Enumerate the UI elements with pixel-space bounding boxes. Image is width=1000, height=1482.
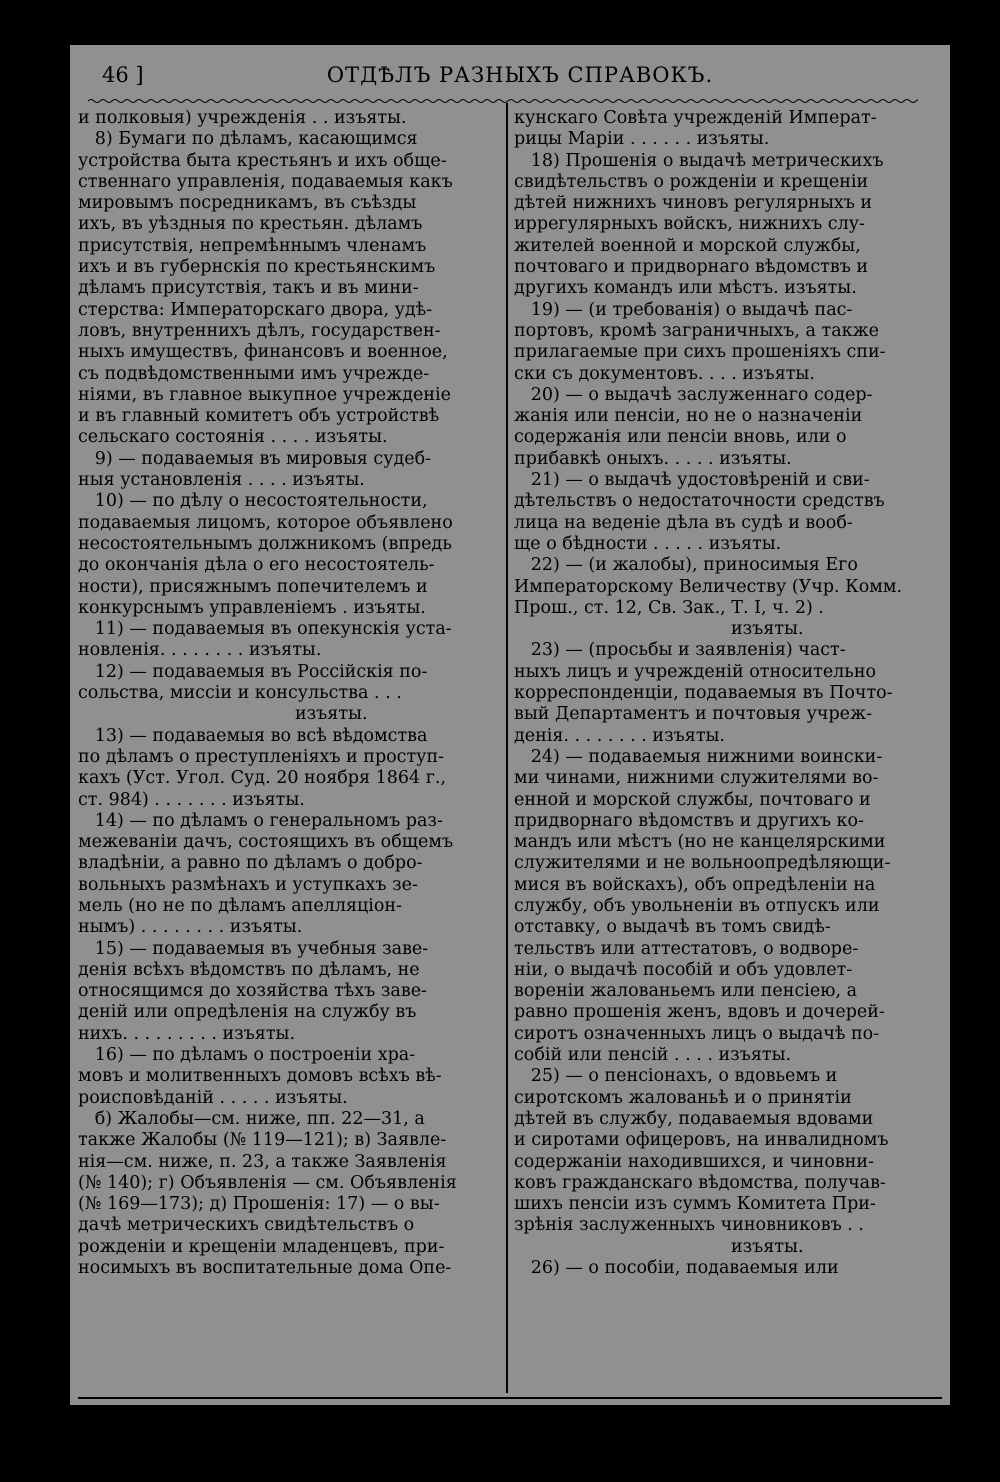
text-line: изъяты. [78,704,368,725]
text-line: портовъ, кромѣ заграничныхъ, а также [514,320,880,341]
text-line: денія. . . . . . . . изъяты. [514,725,725,746]
text-line: 9) — подаваемыя въ мировыя судеб- [78,448,432,469]
text-line: и въ главный комитетъ объ устройствѣ [78,406,440,427]
text-line: службу, объ увольненіи въ отпускъ или [514,895,880,916]
text-line: 12) — подаваемыя въ Россійскія по- [78,661,428,682]
text-line: шихъ пенсіи изъ суммъ Комитета При- [514,1194,876,1215]
text-line: конкурснымъ управленіемъ . изъяты. [78,597,426,618]
text-line: новленія. . . . . . . . изъяты. [78,640,322,661]
document-page [70,45,950,1405]
text-line: нія—см. ниже, п. 23, а также Заявленія [78,1151,447,1172]
text-line: равно прошенія женъ, вдовъ и дочерей- [514,1002,885,1023]
text-line: ще о бѣдности . . . . . изъяты. [514,533,782,554]
text-line: 23) — (просьбы и заявленія) част- [514,640,846,661]
text-line: ми чинами, нижними служителями во- [514,768,879,789]
text-line: ковъ гражданскаго вѣдомства, получав- [514,1172,886,1193]
text-line: почтоваго и придворнаго вѣдомствъ и [514,257,869,278]
text-line: также Жалобы (№ 119—121); в) Заявле- [78,1130,447,1151]
text-line: жанія или пенсіи, но не о назначеніи [514,406,863,427]
text-line: дачѣ метрическихъ свидѣтельствъ о [78,1215,415,1236]
text-line: лица на веденіе дѣла въ судѣ и вооб- [514,512,853,533]
text-line: другихъ командъ или мѣстъ. изъяты. [514,278,857,299]
text-line: ніи, о выдачѣ пособій и объ удовлет- [514,959,853,980]
text-line: 18) Прошенія о выдачѣ метрическихъ [514,150,884,171]
text-line: (№ 169—173); д) Прошенія: 17) — о вы- [78,1194,440,1215]
text-line: и сиротами офицеровъ, на инвалидномъ [514,1130,889,1151]
text-line: 20) — о выдачѣ заслуженнаго содер- [514,384,873,405]
text-line: и полковыя) учрежденія . . изъяты. [78,108,407,128]
text-line: придворнаго вѣдомствъ и другихъ ко- [514,810,864,831]
text-line: нихъ. . . . . . . . . изъяты. [78,1023,296,1044]
text-line: стерства: Императорскаго двора, удѣ- [78,299,433,320]
text-line: присутствія, непремѣннымъ членамъ [78,235,427,256]
text-line: денія всѣхъ вѣдомствъ по дѣламъ, не [78,959,420,980]
text-line: мель (но не по дѣламъ апелляціон- [78,895,402,916]
text-line: ст. 984) . . . . . . . изъяты. [78,789,305,810]
text-line: кахъ (Уст. Угол. Суд. 20 ноября 1864 г., [78,768,447,789]
text-line: вольныхъ размѣнахъ и уступкахъ зе- [78,874,418,895]
running-title: ОТДѢЛЪ РАЗНЫХЪ СПРАВОКЪ. [326,63,714,87]
text-line: содержаніи находившихся, и чиновни- [514,1151,875,1172]
column-divider [506,103,508,1393]
bottom-rule [78,1397,942,1399]
text-line: кунскаго Совѣта учрежденій Императ- [514,108,877,128]
text-line: мися въ войскахъ), объ опредѣленіи на [514,874,876,895]
text-line: енной и морской службы, почтоваго и [514,789,871,810]
text-line: прибавкѣ оныхъ. . . . . изъяты. [514,448,792,469]
text-line: (№ 140); г) Объявленія — см. Объявленія [78,1172,457,1193]
text-line: 8) Бумаги по дѣламъ, касающимся [78,129,418,150]
text-line: ственнаго управленія, подаваемыя какъ [78,171,453,192]
text-line: съ подвѣдомственными имъ учрежде- [78,363,430,384]
text-line: мовъ и молитвенныхъ домовъ всѣхъ вѣ- [78,1066,442,1087]
text-line: 11) — подаваемыя въ опекунскія уста- [78,619,452,640]
text-line: содержанія или пенсіи вновь, или о [514,427,847,448]
text-line: 24) — подаваемыя нижними воински- [514,746,883,767]
text-line: до окончанія дѣла о его несостоятель- [78,555,435,576]
text-line: 22) — (и жалобы), приносимыя Его [514,555,858,576]
text-line: 21) — о выдачѣ удостовѣреній и сви- [514,470,870,491]
text-line: 25) — о пенсіонахъ, о вдовьемъ и [514,1066,838,1087]
text-line: прилагаемые при сихъ прошеніяхъ спи- [514,342,886,363]
text-line: деній или опредѣленія на службу въ [78,1002,417,1023]
text-line: 14) — по дѣламъ о генеральномъ раз- [78,810,443,831]
text-line: 26) — о пособіи, подаваемыя или [514,1258,839,1279]
text-line: ски съ документовъ. . . . изъяты. [514,363,815,384]
text-line: Императорскому Величеству (Учр. Комм. [514,576,903,597]
text-line: ловъ, внутреннихъ дѣлъ, государствен- [78,320,441,341]
text-line: б) Жалобы—см. ниже, пп. 22—31, а [78,1108,425,1129]
text-line: Прош., ст. 12, Св. Зак., Т. I, ч. 2) . [514,597,824,618]
text-line: ности), присяжнымъ попечителемъ и [78,576,428,597]
text-line: вореніи жалованьемъ или пенсіею, а [514,981,858,1002]
text-line: межеваніи дачъ, состоящихъ въ общемъ [78,832,454,853]
text-line: корреспонденціи, подаваемыя въ Почто- [514,683,893,704]
text-line: подаваемыя лицомъ, которое объявлено [78,512,453,533]
text-line: ныхъ имуществъ, финансовъ и военное, [78,342,448,363]
text-line: сиротскомъ жалованьѣ и о принятіи [514,1087,852,1108]
text-line: 16) — по дѣламъ о построеніи хра- [78,1045,416,1066]
text-line: дѣтей въ службу, подаваемыя вдовами [514,1108,874,1129]
text-line: владѣніи, а равно по дѣламъ о добро- [78,853,423,874]
text-line: вый Департаментъ и почтовыя учреж- [514,704,873,725]
text-line: ніями, въ главное выкупное учрежденіе [78,384,452,405]
text-line: 13) — подаваемыя во всѣ вѣдомства [78,725,428,746]
page-number: 46 ] [102,63,144,87]
text-line: ихъ и въ губернскія по крестьянскимъ [78,257,436,278]
text-line: сольства, миссіи и консульства . . . [78,683,402,704]
text-line: изъяты. [514,619,804,640]
text-line: по дѣламъ о преступленіяхъ и проступ- [78,746,445,767]
text-line: служителями и не вольноопредѣляющи- [514,853,891,874]
text-line: ныя установленія . . . . изъяты. [78,470,365,491]
text-line: рожденіи и крещеніи младенцевъ, при- [78,1236,445,1257]
text-line: жителей военной и морской службы, [514,235,861,256]
text-line: сиротъ означенныхъ лицъ о выдачѣ по- [514,1023,880,1044]
text-line: 19) — (и требованія) о выдачѣ пас- [514,299,853,320]
right-column [514,108,934,1279]
wavy-rule [88,98,918,104]
text-line: носимыхъ въ воспитательные дома Опе- [78,1258,452,1279]
text-line: несостоятельнымъ должникомъ (впредь [78,533,452,554]
text-line: относящимся до хозяйства тѣхъ заве- [78,981,427,1002]
text-line: дѣтельствъ о недостаточности средствъ [514,491,885,512]
page-header [90,63,920,97]
text-line: свидѣтельствъ о рожденіи и крещеніи [514,171,869,192]
text-line: сельскаго состоянія . . . . изъяты. [78,427,388,448]
text-line: 10) — по дѣлу о несостоятельности, [78,491,428,512]
text-line: изъяты. [514,1236,804,1257]
text-line: 15) — подаваемыя въ учебныя заве- [78,938,429,959]
text-line: иррегулярныхъ войскъ, нижнихъ слу- [514,214,865,235]
text-line: мировымъ посредникамъ, въ съѣзды [78,193,417,214]
text-line: отставку, о выдачѣ въ томъ свидѣ- [514,917,831,938]
text-line: устройства быта крестьянъ и ихъ обще- [78,150,447,171]
text-line: ихъ, въ уѣздныя по крестьян. дѣламъ [78,214,423,235]
text-line: рицы Маріи . . . . . . изъяты. [514,129,770,150]
text-line: мандъ или мѣстъ (но не канцелярскими [514,832,886,853]
text-line: дѣламъ присутствія, такъ и въ мини- [78,278,419,299]
text-line: дѣтей нижнихъ чиновъ регулярныхъ и [514,193,873,214]
text-line: зрѣнія заслуженныхъ чиновниковъ . . [514,1215,864,1236]
text-line: ныхъ лицъ и учрежденій относительно [514,661,877,682]
text-line: собій или пенсій . . . . изъяты. [514,1045,792,1066]
text-line: нымъ) . . . . . . . . изъяты. [78,917,303,938]
text-line: роисповѣданій . . . . . изъяты. [78,1087,348,1108]
text-line: тельствъ или аттестатовъ, о водворе- [514,938,859,959]
left-column [78,108,498,1279]
